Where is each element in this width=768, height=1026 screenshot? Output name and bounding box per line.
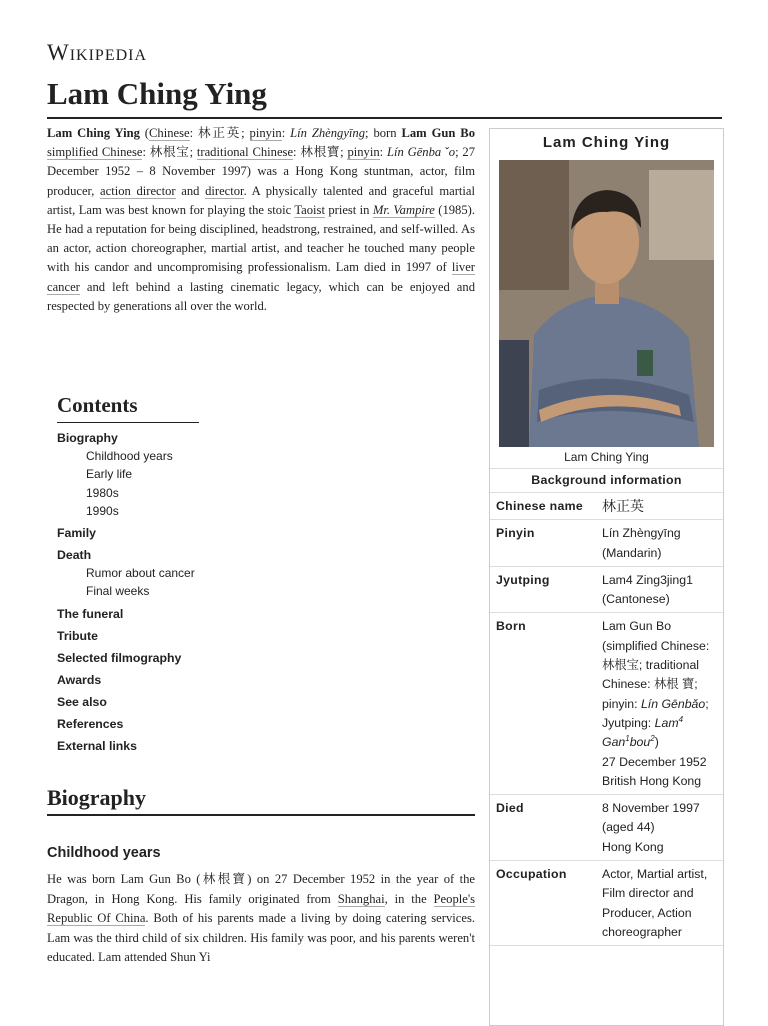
infobox-label: Died	[496, 801, 524, 816]
link-traditional-chinese[interactable]: traditional Chinese	[196, 145, 294, 160]
infobox-label: Jyutping	[496, 572, 550, 587]
body-text: . Both of his parents made a living by doing catering services. Lam was the third child of six children. His family was poor, and his parents weren't educated. Lam attended Shun Yi	[47, 911, 475, 964]
body-text: He was born Lam Gun Bo (林根寶) on 27 December 1952 in the year of the Dragon, in Hong Kong. His family originated from	[47, 872, 475, 906]
intro-text: :	[379, 145, 387, 160]
death-date: 8 November 1997	[602, 801, 700, 816]
intro-text: ; 27 December 1952 – 8 November 1997) was a Hong Kong stuntman, actor, film producer,	[47, 145, 476, 198]
infobox-label: Born	[496, 619, 526, 634]
biography-divider	[47, 814, 475, 816]
page-title: Lam Ching Ying	[47, 76, 267, 111]
infobox-value: Lam4 Zing3jing1 (Cantonese)	[602, 572, 693, 607]
childhood-paragraph	[47, 870, 475, 968]
born-text: Lam Gun Bo (simplified Chinese: 林根宝; traditional Chinese: 林根 寶; pinyin:	[602, 619, 710, 711]
contents-title: Contents	[57, 393, 138, 417]
infobox-row-born	[490, 613, 723, 795]
pinyin-value: Lín Zhèngyīng	[290, 126, 366, 140]
toc-subitem[interactable]: Childhood years	[86, 449, 173, 463]
link-liver-cancer[interactable]: liver cancer	[47, 260, 475, 294]
toc-subitem[interactable]: Final weeks	[86, 584, 150, 599]
jyutping-syllable: bou	[629, 735, 651, 750]
intro-text: : 林根宝;	[142, 145, 197, 160]
infobox-value: Actor, Martial artist, Film director and Producer, Action choreographer	[602, 867, 708, 939]
tone-number: 4	[678, 714, 684, 724]
infobox-row-pinyin	[490, 520, 723, 567]
link-taoist[interactable]: Taoist	[294, 202, 325, 217]
toc-item[interactable]: External links	[57, 738, 137, 753]
intro-text: (1985). He had a reputation for being disciplined, headstrong, restrained, and self-willed. As an actor, action choreographer, martial artist, and teacher he touched many people with his candor and uncompromising professionalism. Lam died in 1997 of	[47, 202, 475, 275]
childhood-heading: Childhood years	[47, 845, 161, 861]
infobox-label: Occupation	[496, 867, 567, 882]
intro-paragraph	[47, 124, 475, 316]
link-action-director[interactable]: action director	[100, 183, 176, 198]
intro-text: priest in	[324, 202, 373, 217]
jyutping-syllable: Gan	[602, 735, 626, 750]
toc-item[interactable]: Selected filmography	[57, 650, 182, 665]
tone-number: 2	[650, 734, 655, 744]
infobox	[489, 128, 724, 1026]
intro-text: ; born	[365, 126, 402, 140]
toc-item[interactable]: The funeral	[57, 606, 124, 621]
birth-place: British Hong Kong	[602, 773, 702, 788]
infobox-row-occupation	[490, 861, 723, 946]
born-text: ; Jyutping:	[602, 696, 709, 730]
infobox-value	[602, 617, 723, 791]
birth-name: Lam Gun Bo	[401, 126, 475, 140]
birth-date: 27 December 1952	[602, 754, 707, 769]
intro-text: (	[139, 126, 150, 140]
death-place: Hong Kong	[602, 839, 664, 854]
portrait-illustration	[499, 160, 714, 447]
toc-item[interactable]: Biography	[57, 431, 118, 445]
pinyin-birth-value: Lín Gēnba ̌ o	[386, 145, 456, 160]
link-prc[interactable]: People's Republic Of China	[47, 891, 475, 925]
body-text: , in the	[384, 891, 434, 906]
title-divider	[47, 117, 722, 119]
infobox-value: 林正英	[602, 498, 644, 514]
infobox-value	[602, 799, 723, 857]
toc-item[interactable]: Family	[57, 526, 96, 541]
toc-subitem[interactable]: Rumor about cancer	[86, 566, 195, 581]
wikipedia-logo[interactable]: Wikipedia	[47, 40, 148, 65]
toc-subitem[interactable]: 1990s	[86, 503, 119, 518]
toc-item[interactable]: Tribute	[57, 628, 98, 643]
infobox-title: Lam Ching Ying	[542, 134, 671, 151]
tone-number: 1	[625, 734, 630, 744]
toc-subitem[interactable]: Early life	[86, 467, 133, 482]
table-of-contents	[57, 430, 287, 760]
toc-item[interactable]: References	[57, 716, 124, 731]
toc-subitem[interactable]: 1980s	[86, 485, 119, 500]
subject-name: Lam Ching Ying	[47, 126, 140, 140]
intro-text: : 林根寶;	[293, 145, 348, 160]
born-pinyin: Lín Gēnbǎo	[640, 696, 706, 711]
toc-item[interactable]: Awards	[57, 672, 102, 687]
contents-divider	[57, 422, 199, 423]
toc-item[interactable]: Death	[57, 548, 92, 563]
link-chinese[interactable]: Chinese	[149, 126, 190, 140]
link-shanghai[interactable]: Shanghai	[337, 891, 385, 906]
infobox-value: Lín Zhèngyīng (Mandarin)	[602, 526, 681, 560]
infobox-section-header: Background information	[490, 469, 723, 493]
death-age: (aged 44)	[602, 820, 655, 835]
intro-text: . A physically talented and graceful martial artist, Lam was best known for playing the stoic	[47, 183, 475, 217]
intro-text: and	[175, 183, 206, 198]
toc-item[interactable]: See also	[57, 694, 107, 709]
link-mr-vampire[interactable]: Mr. Vampire	[372, 202, 435, 217]
infobox-label: Chinese name	[496, 499, 583, 513]
link-director[interactable]: director	[205, 183, 244, 198]
infobox-row-died	[490, 795, 723, 861]
infobox-row-jyutping	[490, 567, 723, 614]
intro-text: and left behind a lasting cinematic legacy, which can be enjoyed and respected by generations all over the world.	[47, 279, 475, 313]
jyutping-syllable: Lam	[654, 715, 679, 730]
born-text: )	[654, 735, 659, 750]
infobox-label: Pinyin	[496, 526, 535, 541]
link-simplified-chinese[interactable]: simplified Chinese	[47, 145, 143, 160]
portrait-photo[interactable]	[499, 160, 714, 447]
biography-heading: Biography	[47, 785, 147, 810]
link-pinyin[interactable]: pinyin	[249, 126, 282, 140]
photo-caption: Lam Ching Ying	[490, 447, 723, 469]
link-pinyin-2[interactable]: pinyin	[347, 145, 380, 160]
intro-text: :	[281, 126, 291, 140]
intro-text: : 林正英;	[189, 126, 250, 140]
infobox-row-chinese-name	[490, 493, 723, 520]
